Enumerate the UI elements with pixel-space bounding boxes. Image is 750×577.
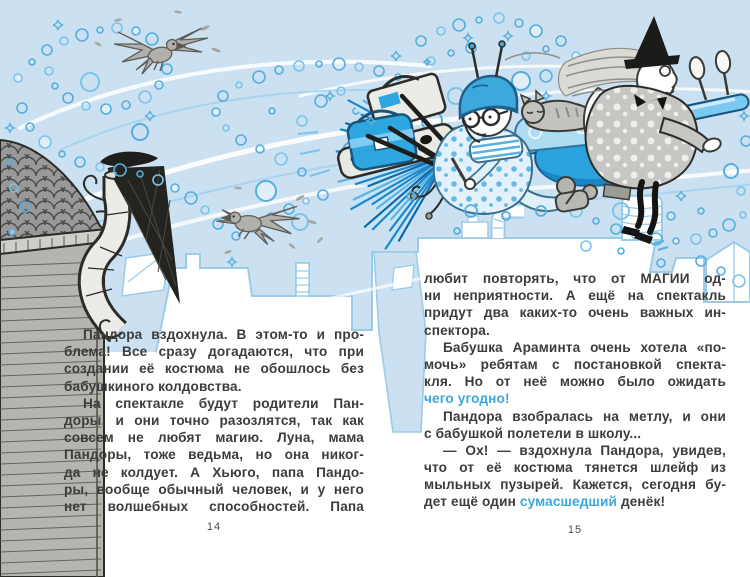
- text-line: [64, 464, 364, 481]
- body-text: бабушкиного колдовства.: [64, 378, 242, 394]
- body-text: спектора.: [424, 322, 490, 338]
- accent-text: чего угодно!: [424, 391, 510, 407]
- text-line: [424, 459, 726, 476]
- body-text: нет волшебных способностей. Папа: [64, 498, 364, 514]
- bubble: [303, 198, 309, 204]
- bubble: [256, 181, 276, 201]
- bubble: [333, 58, 345, 70]
- text-line: [424, 390, 726, 407]
- bubble: [101, 104, 111, 114]
- body-text: с бабушкой полетели в школу...: [424, 425, 642, 441]
- bubble: [733, 275, 745, 287]
- right-page-text: [424, 270, 726, 511]
- body-text: блема! Все сразу догадаются, что при: [64, 344, 364, 360]
- page-number-left: 14: [206, 521, 222, 533]
- text-line: [64, 446, 364, 463]
- body-text: На спектакле будут родители Пан-: [83, 395, 364, 411]
- text-line: [424, 304, 726, 321]
- body-text: мыльных пузырей. Кажется, сегодня бу-: [424, 477, 726, 493]
- body-text: совсем не любят магию. Луна, мама: [64, 430, 364, 446]
- body-text: — Ох! — вздохнула Пандора, увидев,: [443, 442, 726, 458]
- body-text: ни неприятности. А ещё на спектакль: [424, 288, 726, 304]
- body-text: да не колдует. А Хьюго, папа Пандо-: [64, 464, 364, 480]
- bubble: [724, 164, 738, 178]
- bubble: [212, 108, 220, 116]
- body-text: что от её костюма тянется шлейф из: [424, 460, 726, 476]
- text-line: [64, 395, 364, 412]
- text-line: [424, 493, 726, 510]
- text-line: [424, 339, 726, 356]
- text-line: [424, 322, 726, 339]
- body-text: Бабушка Араминта очень хотела «по-: [443, 339, 726, 355]
- body-text: денёк!: [617, 494, 666, 510]
- bubble: [673, 238, 679, 244]
- body-text: доры, и они точно разозлятся, так как: [64, 412, 364, 428]
- body-text: Пандоры, тоже ведьма, но она никог-: [64, 447, 364, 463]
- text-line: [424, 287, 726, 304]
- text-line: [64, 498, 364, 515]
- text-line: [424, 476, 726, 493]
- text-line: [424, 270, 726, 287]
- bubble: [171, 184, 179, 192]
- text-line: [64, 412, 364, 429]
- body-text: дет ещё один: [424, 494, 520, 510]
- text-line: [64, 481, 364, 498]
- body-text: ры, вообще обычный человек, и у него: [64, 481, 364, 497]
- body-text: создании её костюма не обошлось без: [64, 361, 364, 377]
- bubble: [530, 25, 542, 37]
- text-line: [424, 373, 726, 390]
- text-line: [424, 408, 726, 425]
- body-text: мочь» ребятам с постановкой спекта-: [424, 356, 726, 372]
- hand: [465, 179, 475, 189]
- accent-text: сумасшедший: [519, 494, 618, 510]
- body-text: придут два каких-то очень важных ин-: [424, 305, 726, 321]
- text-line: [424, 425, 726, 442]
- bubble: [132, 27, 140, 35]
- left-page-text: [64, 326, 364, 515]
- text-line: [424, 442, 726, 459]
- bubble: [618, 248, 624, 254]
- bubble: [581, 241, 591, 251]
- bubble: [39, 136, 51, 148]
- text-line: [64, 326, 364, 343]
- text-line: [64, 343, 364, 360]
- text-line: [64, 378, 364, 395]
- body-text: Пандора взобралась на метлу, и они: [443, 408, 726, 424]
- bubble: [14, 74, 22, 82]
- body-text: Пандора вздохнула. В этом-то и про-: [83, 327, 364, 342]
- text-line: [424, 356, 726, 373]
- body-text: любит повторять, что от МАГИИ од-: [424, 271, 726, 286]
- text-line: [64, 429, 364, 446]
- body-text: кля. Но от неё можно было ожидать: [424, 374, 726, 390]
- bubble: [9, 229, 15, 235]
- text-line: [64, 360, 364, 377]
- witch-legs: [638, 182, 642, 226]
- ladder-chimney: [296, 263, 309, 296]
- page-number-right: 15: [567, 524, 583, 536]
- skylight-window: [392, 265, 414, 290]
